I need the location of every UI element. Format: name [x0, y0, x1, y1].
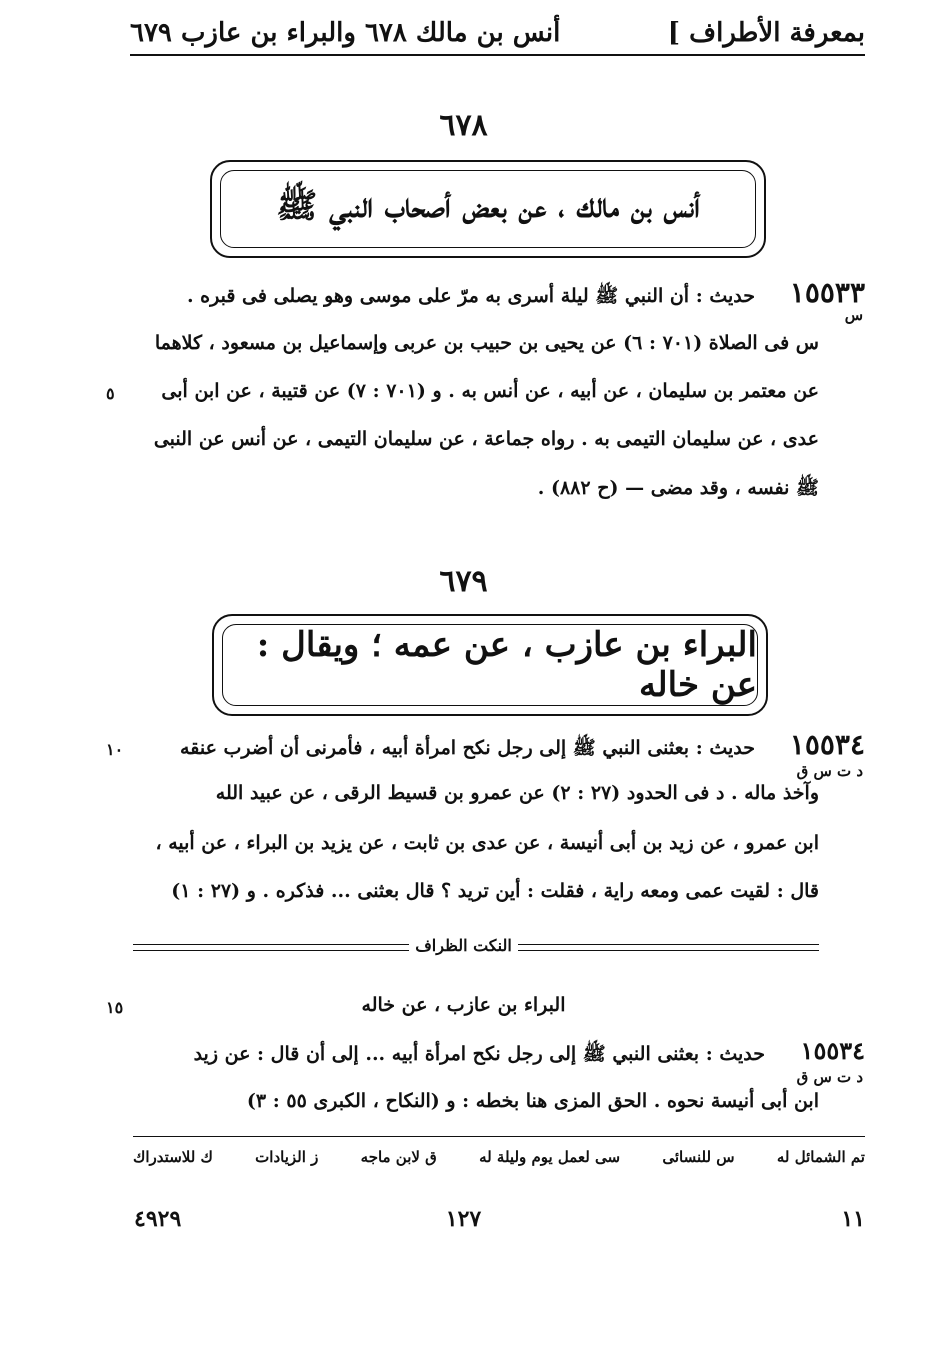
text-line: قال : لقيت عمى ومعه راية ، فقلت : أين تريد ؟ قال بعثنى ... فذكره . و (٢٧ : ١)	[171, 880, 819, 902]
page-number: ١٢٧	[445, 1206, 482, 1232]
abbreviation-item: ز الزيادات	[255, 1148, 319, 1166]
section-title-frame	[210, 160, 766, 258]
margin-line-number: ٥	[106, 384, 115, 403]
text-line: ابن أبى أنيسة نحوه . الحق المزى هنا بخطه : و (النكاح ، الكبرى ٥٥ : ٣)	[246, 1090, 819, 1112]
header-book-title: بمعرفة الأطراف ]	[667, 18, 865, 48]
hadith-number: ١٥٥٣٤	[800, 1036, 865, 1065]
text-line: حديث : بعثنى النبي ﷺ إلى رجل نكح امرأة أبيه ، فأمرنى أن أضرب عنقه	[180, 737, 755, 759]
margin-line-number: ١٠	[106, 740, 124, 759]
hadith-number: ١٥٥٣٤	[789, 728, 865, 761]
abbreviation-item: ق لابن ماجه	[360, 1148, 437, 1166]
text-line: وآخذ ماله . د فى الحدود (٢٧ : ٢) عن عمرو بن قسيط الرقى ، عن عبيد الله	[215, 782, 819, 804]
nukat-label: النكت الظراف	[409, 936, 518, 955]
abbreviation-key	[133, 1148, 865, 1166]
text-line: حديث : أن النبي ﷺ ليلة أسرى به مرّ على موسى وهو يصلى فى قبره .	[186, 285, 755, 307]
abbreviation-item: ك للاستدراك	[133, 1148, 213, 1166]
nukat-subheading: البراء بن عازب ، عن خاله	[361, 994, 566, 1016]
text-line: عدى ، عن سليمان التيمى به . رواه جماعة ، عن سليمان التيمى ، عن أنس عن النبى	[153, 428, 819, 450]
sequence-number: ٤٩٢٩	[134, 1206, 182, 1232]
volume-number: ١١	[841, 1206, 865, 1232]
section-title: البراء بن عازب ، عن عمه ؛ ويقال : عن خاله	[222, 624, 758, 706]
text-line: حديث : بعثنى النبي ﷺ إلى رجل نكح امرأة أبيه ... إلى أن قال : عن زيد	[193, 1043, 765, 1065]
section-number-678: ٦٧٨	[439, 108, 488, 143]
book-symbol: د ت س ق	[796, 762, 863, 780]
nukat-label-wrap	[0, 936, 927, 955]
book-symbol: د ت س ق	[796, 1068, 863, 1086]
book-symbol: س	[844, 306, 863, 324]
section-number-679: ٦٧٩	[439, 564, 488, 599]
abbreviation-item: سى لعمل يوم وليلة له	[479, 1148, 621, 1166]
section-title-frame	[212, 614, 768, 716]
margin-line-number: ١٥	[106, 998, 124, 1017]
abbreviation-item: س للنسائى	[662, 1148, 735, 1166]
footnote-rule	[133, 1136, 865, 1137]
text-line: س فى الصلاة (٧٠١ : ٦) عن يحيى بن حبيب بن عربى وإسماعيل بن مسعود ، كلاهما	[154, 332, 819, 354]
text-line: ﷺ نفسه ، وقد مضى — (ح ٨٨٢) .	[537, 477, 819, 499]
abbreviation-item: تم الشمائل له	[776, 1148, 865, 1166]
header-section-title: أنس بن مالك ٦٧٨ والبراء بن عازب ٦٧٩	[130, 18, 561, 48]
hadith-number: ١٥٥٣٣	[789, 276, 865, 309]
text-line: ابن عمرو ، عن زيد بن أبى أنيسة ، عن عدى بن ثابت ، عن يزيد بن البراء ، عن أبيه ،	[155, 832, 819, 854]
section-title: أنس بن مالك ، عن بعض أصحاب النبي ﷺ	[220, 170, 756, 248]
text-line: عن معتمر بن سليمان ، عن أبيه ، عن أنس به . و (٧٠١ : ٧) عن قتيبة ، عن ابن أبى	[161, 380, 819, 402]
header-rule	[130, 54, 865, 56]
